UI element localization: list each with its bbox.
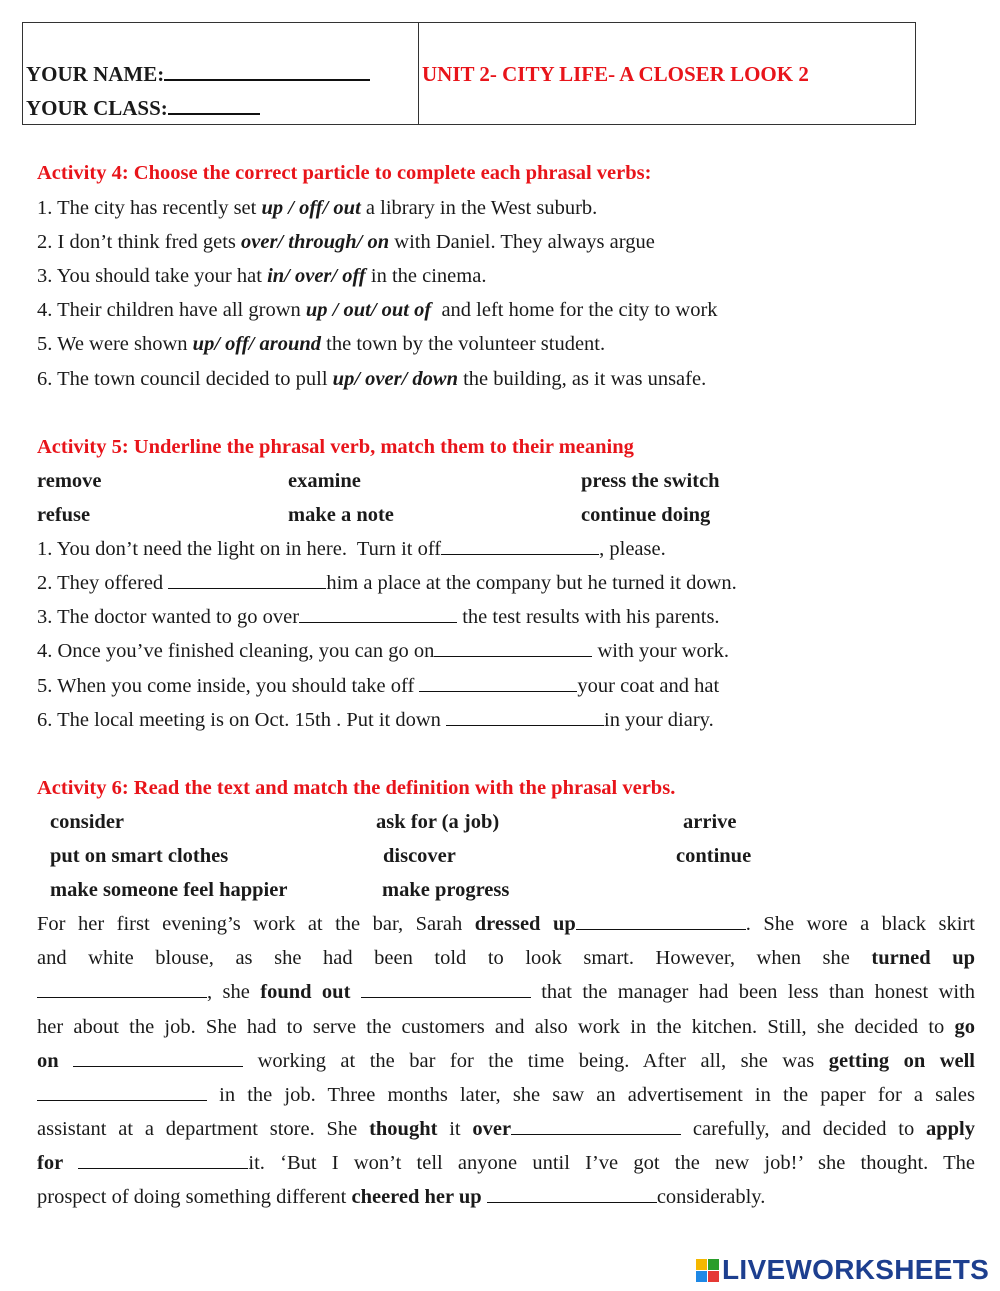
answer-blank[interactable]	[168, 571, 326, 589]
answer-blank[interactable]	[434, 639, 592, 657]
answer-blank[interactable]	[37, 980, 207, 998]
activity4-item-4: 4. Their children have all grown up / out/ out of and left home for the city to work	[37, 299, 718, 321]
definition-option: consider	[50, 811, 125, 833]
definition-option: make someone feel happier	[50, 879, 288, 901]
activity4-item-3: 3. You should take your hat in/ over/ off in the cinema.	[37, 265, 487, 287]
particle-options[interactable]: up / out/ out of	[305, 299, 432, 321]
activity4-item-1: 1. The city has recently set up / off/ out a library in the West suburb.	[37, 197, 598, 219]
class-row	[26, 91, 418, 125]
definition-option: continue	[676, 845, 752, 867]
passage-line-9: prospect of doing something different cheered her up considerably.	[37, 1186, 766, 1208]
passage-line-5: on working at the bar for the time being. After all, she was getting on well	[37, 1050, 976, 1072]
name-blank[interactable]	[164, 61, 370, 81]
answer-blank[interactable]	[576, 912, 746, 930]
meaning-option: refuse	[37, 504, 91, 526]
activity5-item-6: 6. The local meeting is on Oct. 15th . Put it down in your diary.	[37, 709, 714, 731]
definition-option: ask for (a job)	[376, 811, 500, 833]
answer-blank[interactable]	[299, 605, 457, 623]
unit-title: UNIT 2- CITY LIFE- A CLOSER LOOK 2	[422, 62, 809, 86]
definition-option: put on smart clothes	[50, 845, 229, 867]
answer-blank[interactable]	[419, 674, 577, 692]
passage-line-7: assistant at a department store. She thought it over carefully, and decided to apply	[37, 1118, 975, 1140]
class-label: YOUR CLASS:	[26, 96, 168, 120]
passage-line-6: in the job. Three months later, she saw an advertisement in the paper for a sales	[37, 1082, 975, 1108]
definition-option: arrive	[683, 811, 737, 833]
passage-line-8: for it. ‘But I won’t tell anyone until I’ve got the new job!’ she thought. The	[37, 1152, 975, 1174]
answer-blank[interactable]	[37, 1083, 207, 1101]
particle-options[interactable]: up/ off/ around	[192, 333, 322, 355]
meaning-option: continue doing	[581, 504, 711, 526]
header-table	[22, 22, 916, 125]
name-label: YOUR NAME:	[26, 62, 165, 86]
logo-squares-icon	[696, 1259, 719, 1282]
activity4-item-2: 2. I don’t think fred gets over/ through/ on with Daniel. They always argue	[37, 231, 655, 253]
meaning-option: make a note	[288, 504, 394, 526]
activity4-heading: Activity 4: Choose the correct particle to complete each phrasal verbs:	[37, 162, 652, 184]
meaning-option: remove	[37, 470, 102, 492]
passage-line-3: , she found out that the manager had been less than honest with	[37, 979, 975, 1005]
class-blank[interactable]	[168, 95, 260, 115]
answer-blank[interactable]	[487, 1185, 657, 1203]
answer-blank[interactable]	[78, 1151, 248, 1169]
particle-options[interactable]: over/ through/ on	[241, 231, 390, 253]
answer-blank[interactable]	[441, 537, 599, 555]
brand-name: LIVEWORKSHEETS	[722, 1254, 990, 1285]
activity4-item-5: 5. We were shown up/ off/ around the town by the volunteer student.	[37, 333, 606, 355]
answer-blank[interactable]	[446, 708, 604, 726]
student-info	[23, 23, 419, 124]
liveworksheets-logo	[696, 1255, 989, 1285]
answer-blank[interactable]	[511, 1117, 681, 1135]
activity5-item-3: 3. The doctor wanted to go over the test results with his parents.	[37, 606, 720, 628]
activity6-heading: Activity 6: Read the text and match the definition with the phrasal verbs.	[37, 777, 676, 799]
answer-blank[interactable]	[73, 1049, 243, 1067]
activity5-item-4: 4. Once you’ve finished cleaning, you can go on with your work.	[37, 640, 730, 662]
passage-line-4: her about the job. She had to serve the customers and also work in the kitchen. Still, she decided to go	[37, 1016, 975, 1038]
meaning-option: press the switch	[581, 470, 720, 492]
activity4-item-6: 6. The town council decided to pull up/ over/ down the building, as it was unsafe.	[37, 368, 707, 390]
definition-option: make progress	[382, 879, 510, 901]
passage-line-2: and white blouse, as she had been told to look smart. However, when she turned up	[37, 947, 975, 969]
activity5-heading: Activity 5: Underline the phrasal verb, match them to their meaning	[37, 436, 634, 458]
activity5-item-1: 1. You don’t need the light on in here. Turn it off , please.	[37, 538, 666, 560]
activity5-item-2: 2. They offered him a place at the company but he turned it down.	[37, 572, 737, 594]
activity5-item-5: 5. When you come inside, you should take off your coat and hat	[37, 675, 720, 697]
particle-options[interactable]: up / off/ out	[261, 197, 361, 219]
meaning-option: examine	[288, 470, 361, 492]
particle-options[interactable]: in/ over/ off	[267, 265, 366, 287]
passage-line-1: For her first evening’s work at the bar, Sarah dressed up . She wore a black skirt	[37, 913, 975, 935]
answer-blank[interactable]	[361, 980, 531, 998]
definition-option: discover	[383, 845, 456, 867]
name-row	[26, 57, 418, 91]
particle-options[interactable]: up/ over/ down	[332, 368, 458, 390]
